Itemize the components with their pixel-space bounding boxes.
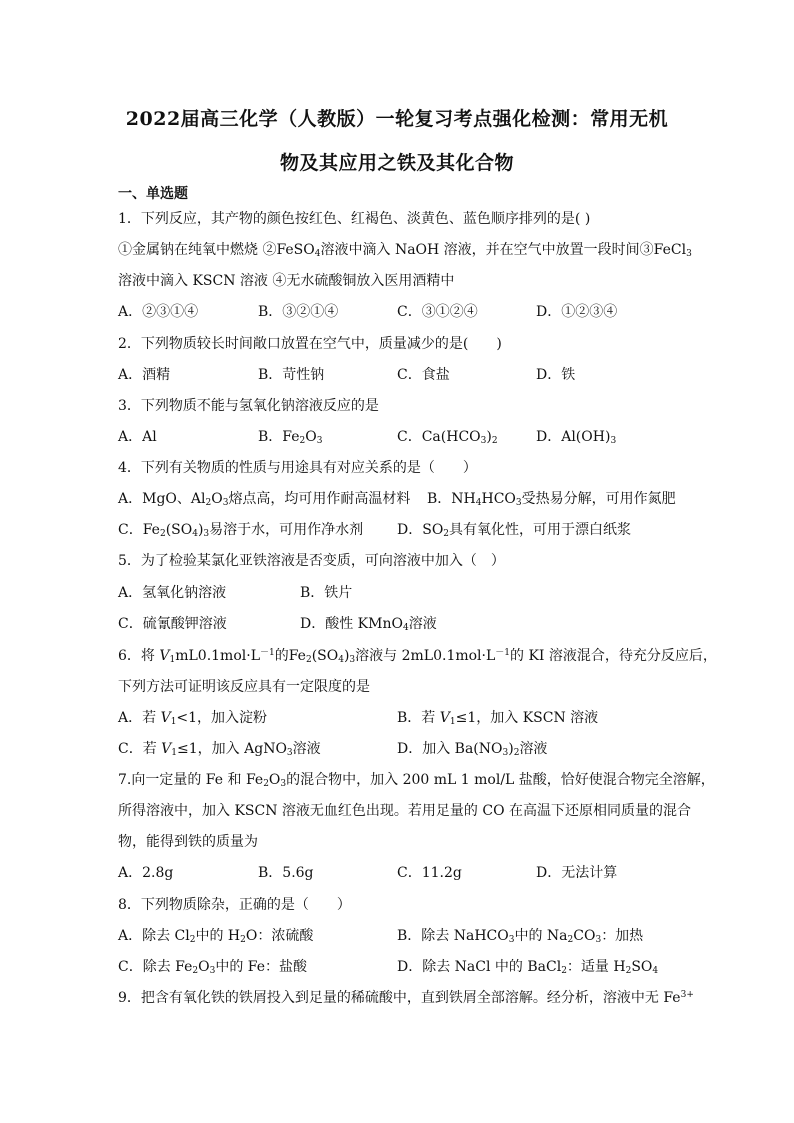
title-line-1: 2022届高三化学（人教版）一轮复习考点强化检测：常用无机: [125, 108, 669, 130]
q1-option-b[interactable]: B．③②①④: [258, 304, 339, 320]
q4-stem: 4．下列有关物质的性质与用途具有对应关系的是（ ）: [118, 460, 477, 476]
q3-option-a[interactable]: A．Al: [118, 429, 157, 445]
q2-option-a[interactable]: A．酒精: [118, 367, 171, 383]
q1-stem: 1．下列反应，其产物的颜色按红色、红褐色、淡黄色、蓝色顺序排列的是( ): [118, 211, 591, 227]
q3-option-c[interactable]: C．$Ca(HCO_3)_2$: [397, 429, 498, 446]
q4-option-d[interactable]: D．$SO_2$具有氧化性，可用于漂白纸浆: [397, 522, 632, 539]
q1-line2: ①金属钠在纯氧中燃烧 ②FeSO$_4$溶液中滴入 NaOH 溶液，并在空气中放置一段时间③FeCl$_3$: [118, 242, 692, 259]
q6-option-c[interactable]: C．若 $V_1\le 1$，加入 AgNO$_3$溶液: [118, 741, 321, 758]
q8-option-a[interactable]: A．除去 $Cl_2$中的 $H_2O$：浓硫酸: [118, 928, 314, 945]
q7-option-c[interactable]: C．11.2g: [397, 865, 462, 881]
q4-option-b[interactable]: B．$NH_4HCO_3$受热易分解，可用作氮肥: [427, 491, 676, 508]
q7-line3: 物，能得到铁的质量为: [118, 834, 258, 850]
q5-option-a[interactable]: A．氢氧化钠溶液: [118, 585, 227, 601]
q6-stem: 6．将 $V_1mL0.1mol\cdot L^{-1}$的$Fe_2(SO_4)_3$溶液与 $2mL0.1mol\cdot L^{-1}$的 KI 溶液混合，待充分反应后，: [118, 648, 717, 665]
title-line-2: 物及其应用之铁及其化合物: [279, 152, 514, 174]
q1-line3: 溶液中滴入 KSCN 溶液 ④无水硫酸铜放入医用酒精中: [118, 273, 455, 289]
q2-option-d[interactable]: D．铁: [536, 367, 576, 383]
q5-stem: 5．为了检验某氯化亚铁溶液是否变质，可向溶液中加入（ ）: [118, 553, 505, 569]
q7-line1: 7.向一定量的 Fe 和 $Fe_2O_3$的混合物中，加入 200 mL 1 mol/L 盐酸，恰好使混合物完全溶解，: [118, 772, 715, 789]
q6-option-a[interactable]: A．若 $V_1<1$，加入淀粉: [118, 710, 268, 727]
q6-line2: 下列方法可证明该反应具有一定限度的是: [118, 679, 370, 695]
q8-option-b[interactable]: B．除去 NaHCO$_3$中的 $Na_2CO_3$：加热: [397, 928, 644, 945]
q1-option-c[interactable]: C．③①②④: [397, 304, 478, 320]
q5-option-c[interactable]: C．硫氰酸钾溶液: [118, 616, 227, 632]
q2-stem: 2．下列物质较长时间敞口放置在空气中，质量减少的是( ): [118, 336, 502, 352]
q9-line1: 9．把含有氧化铁的铁屑投入到足量的稀硫酸中，直到铁屑全部溶解。经分析，溶液中无 $Fe^{3+}$: [118, 990, 694, 1006]
q7-option-b[interactable]: B．5.6g: [258, 865, 314, 881]
q3-stem: 3．下列物质不能与氢氧化钠溶液反应的是: [118, 398, 379, 414]
q6-option-d[interactable]: D．加入 $Ba(NO_3)_2$溶液: [397, 741, 548, 758]
q7-option-a[interactable]: A．2.8g: [118, 865, 174, 881]
q4-option-c[interactable]: C．$Fe_2(SO_4)_3$易溶于水，可用作净水剂: [118, 522, 364, 539]
q2-option-b[interactable]: B．苛性钠: [258, 367, 325, 383]
q1-option-a[interactable]: A．②③①④: [118, 304, 199, 320]
q1-option-d[interactable]: D．①②③④: [536, 304, 618, 320]
q3-option-b[interactable]: B．$Fe_2O_3$: [258, 429, 323, 446]
q2-option-c[interactable]: C．食盐: [397, 367, 450, 383]
q5-option-d[interactable]: D．酸性 KMnO$_4$溶液: [300, 616, 437, 633]
q8-stem: 8．下列物质除杂，正确的是（ ）: [118, 897, 351, 913]
q3-option-d[interactable]: D．$Al(OH)_3$: [536, 429, 617, 446]
q6-option-b[interactable]: B．若 $V_1\le 1$，加入 KSCN 溶液: [397, 710, 599, 727]
q4-option-a[interactable]: A．MgO、$Al_2O_3$熔点高，均可用作耐高温材料: [118, 491, 411, 508]
q8-option-c[interactable]: C．除去 $Fe_2O_3$中的 Fe：盐酸: [118, 959, 308, 976]
q5-option-b[interactable]: B．铁片: [300, 585, 353, 601]
section-heading: 一、单选题: [118, 186, 188, 202]
q7-option-d[interactable]: D．无法计算: [536, 865, 618, 881]
q8-option-d[interactable]: D．除去 NaCl 中的 BaCl$_2$：适量 $H_2SO_4$: [397, 959, 659, 976]
q7-line2: 所得溶液中，加入 KSCN 溶液无血红色出现。若用足量的 CO 在高温下还原相同质量的混合: [118, 803, 691, 819]
